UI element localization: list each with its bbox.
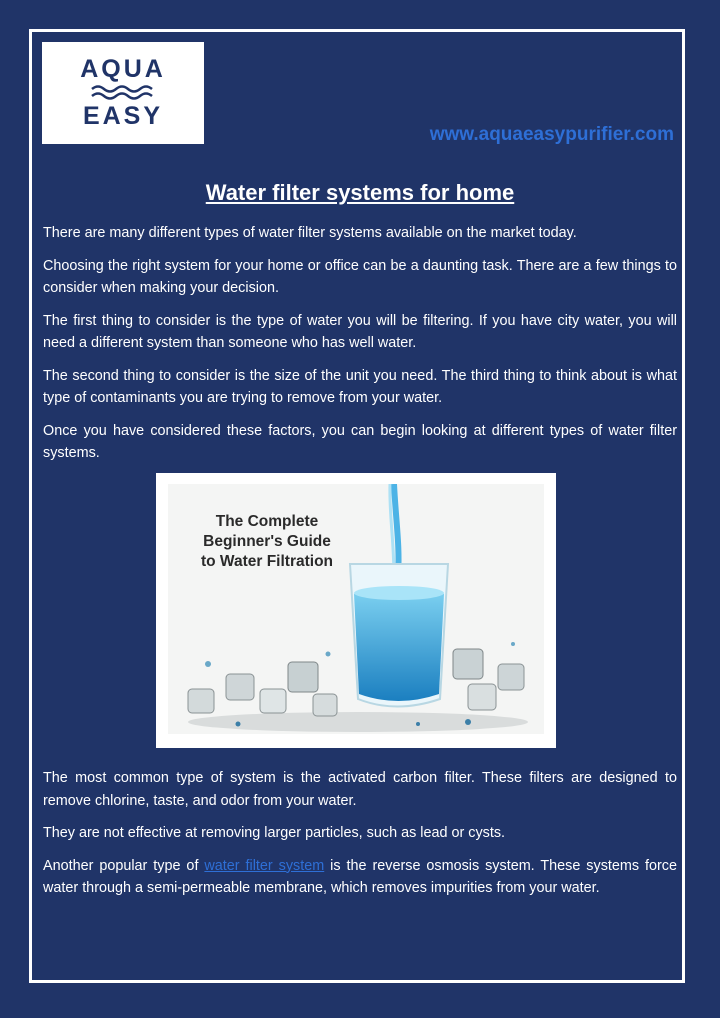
paragraph: Choosing the right system for your home or office can be a daunting task. There are a few things to consider when making your decision. (43, 257, 677, 296)
text-span: Another popular type of (43, 857, 205, 874)
intro-text (43, 222, 677, 475)
paragraph: There are many different types of water filter systems available on the market today. (43, 225, 577, 241)
water-glass-photo (168, 484, 544, 734)
paragraph: The first thing to consider is the type of water you will be filtering. If you have city water, you will need a different system than someone who has well water. (43, 312, 677, 351)
paragraph: The second thing to consider is the size of the unit you need. The third thing to think about is what type of contaminants you are trying to remove from your water. (43, 367, 677, 406)
website-url-link[interactable]: www.aquaeasypurifier.com (429, 124, 674, 145)
glass-illustration (168, 484, 544, 734)
body-text (43, 767, 677, 910)
caption-line: to Water Filtration (200, 553, 334, 570)
text-span: is the reverse osmosis system. These systems force water through a semi-permeable membrane, which removes impurities from your water. (43, 857, 678, 896)
page-title: Water filter systems for home (205, 180, 515, 205)
logo-text-easy: EASY (82, 102, 164, 130)
paragraph: Once you have considered these factors, you can begin looking at different types of water filter systems. (43, 422, 677, 461)
caption-line: The Complete (215, 513, 319, 530)
water-wave-icon (90, 84, 156, 100)
paragraph-with-link (43, 855, 677, 900)
caption-line: Beginner's Guide (203, 533, 331, 550)
water-filtration-image (156, 473, 556, 748)
logo-text-aqua: AQUA (80, 55, 166, 83)
paragraph: The most common type of system is the activated carbon filter. These filters are designed to remove chlorine, taste, and odor from your water. (43, 770, 677, 809)
paragraph: They are not effective at removing larger particles, such as lead or cysts. (43, 825, 506, 841)
aqua-easy-logo[interactable] (42, 42, 204, 144)
water-filter-system-link[interactable]: water filter system (204, 857, 325, 874)
